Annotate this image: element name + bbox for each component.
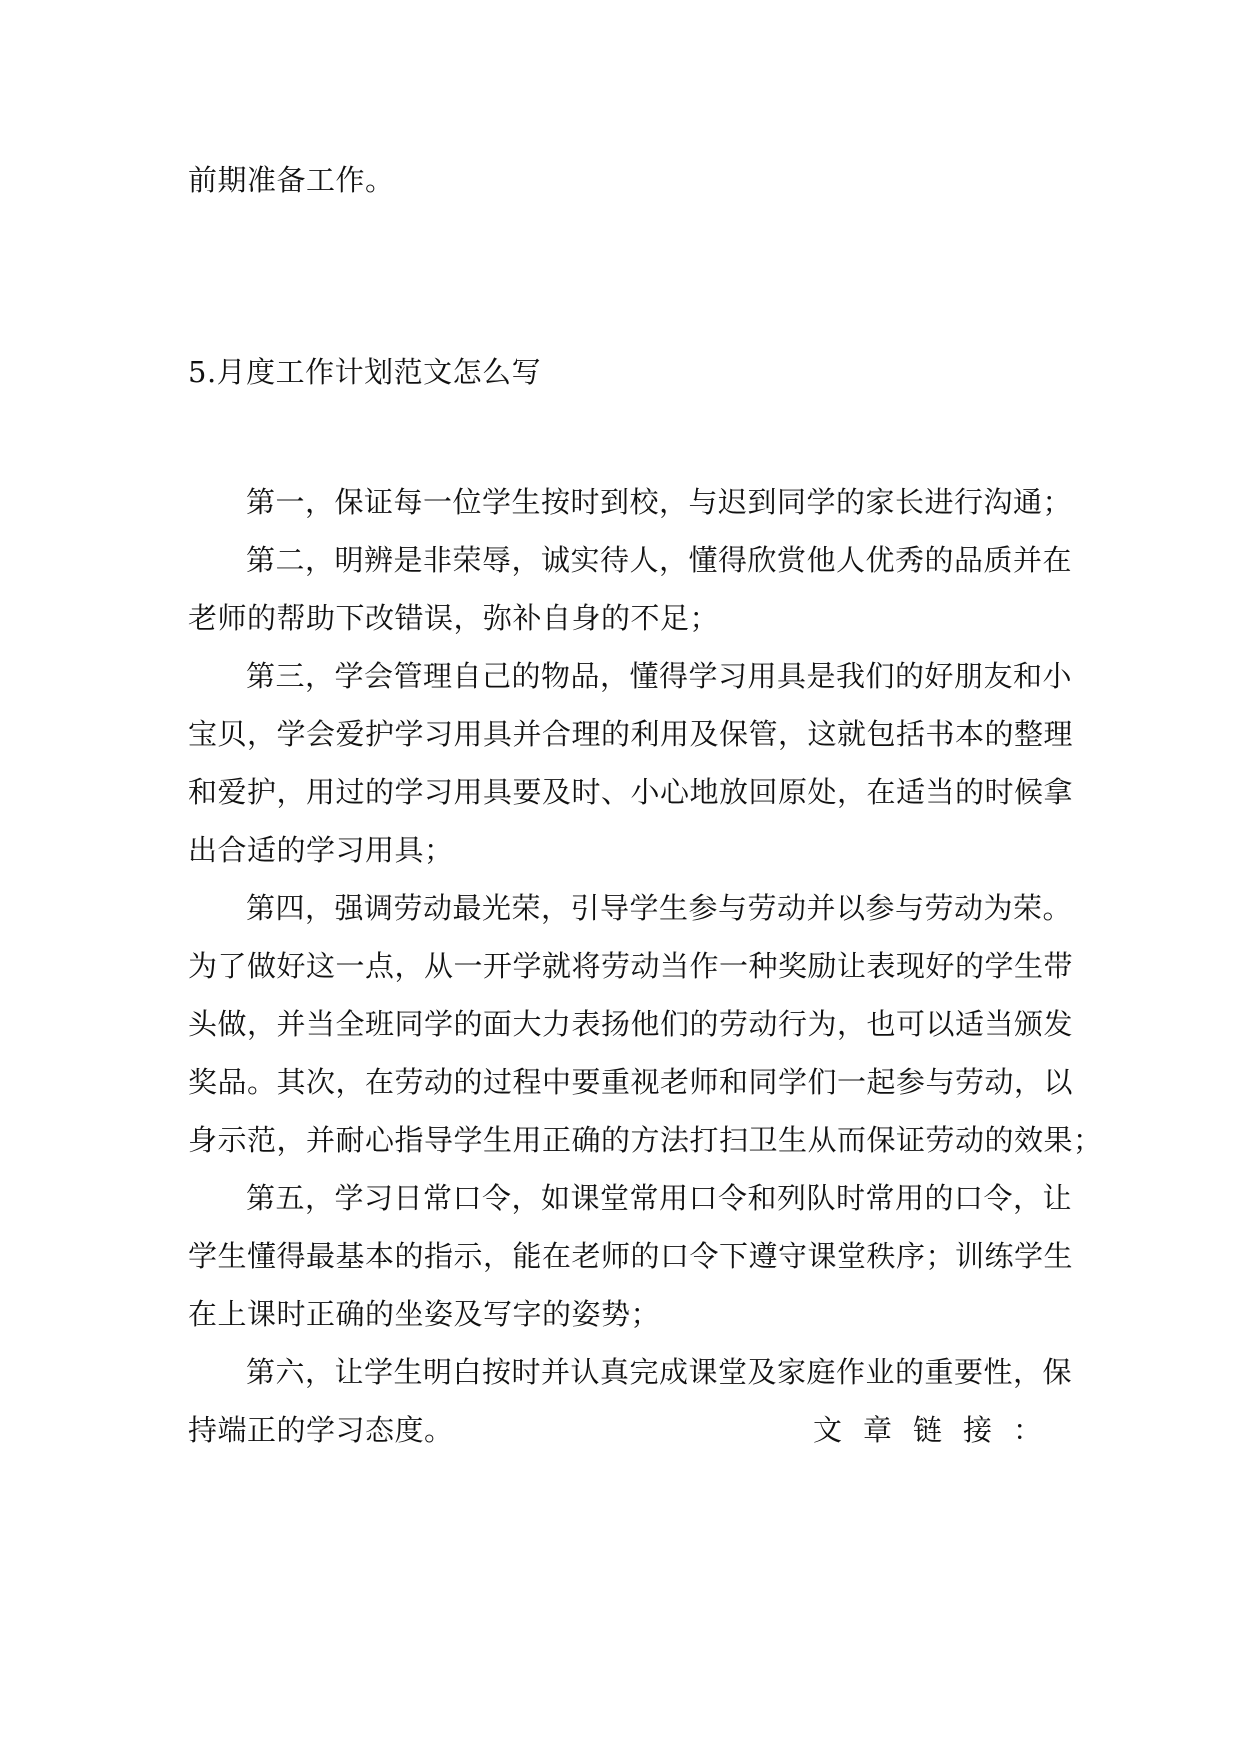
body-line: 身示范，并耐心指导学生用正确的方法打扫卫生从而保证劳动的效果； [188, 1123, 1103, 1157]
body-line: 出合适的学习用具； [188, 833, 454, 867]
body-line: 第四，强调劳动最光荣，引导学生参与劳动并以参与劳动为荣。 [246, 891, 1073, 925]
body-line: 第五，学习日常口令，如课堂常用口令和列队时常用的口令，让 [246, 1181, 1073, 1215]
article-link-label: 文章链接： [813, 1413, 1064, 1447]
body-line: 第三，学会管理自己的物品，懂得学习用具是我们的好朋友和小 [246, 659, 1073, 693]
body-line: 宝贝，学会爱护学习用具并合理的利用及保管，这就包括书本的整理 [188, 717, 1074, 751]
body-line: 和爱护，用过的学习用具要及时、小心地放回原处，在适当的时候拿 [188, 775, 1074, 809]
body-line: 第一，保证每一位学生按时到校，与迟到同学的家长进行沟通； [246, 485, 1073, 519]
section-heading: 5.月度工作计划范文怎么写 [188, 355, 542, 389]
body-line: 学生懂得最基本的指示，能在老师的口令下遵守课堂秩序；训练学生 [188, 1239, 1074, 1273]
body-line: 老师的帮助下改错误，弥补自身的不足； [188, 601, 720, 635]
body-line: 在上课时正确的坐姿及写字的姿势； [188, 1297, 661, 1331]
intro-tail-text: 前期准备工作。 [188, 163, 395, 197]
body-line: 第二，明辨是非荣辱，诚实待人，懂得欣赏他人优秀的品质并在 [246, 543, 1073, 577]
body-line: 第六，让学生明白按时并认真完成课堂及家庭作业的重要性，保 [246, 1355, 1073, 1389]
body-line: 为了做好这一点，从一开学就将劳动当作一种奖励让表现好的学生带 [188, 949, 1074, 983]
body-line: 持端正的学习态度。 [188, 1413, 454, 1447]
body-line: 奖品。其次，在劳动的过程中要重视老师和同学们一起参与劳动，以 [188, 1065, 1074, 1099]
body-line: 头做，并当全班同学的面大力表扬他们的劳动行为，也可以适当颁发 [188, 1007, 1074, 1041]
